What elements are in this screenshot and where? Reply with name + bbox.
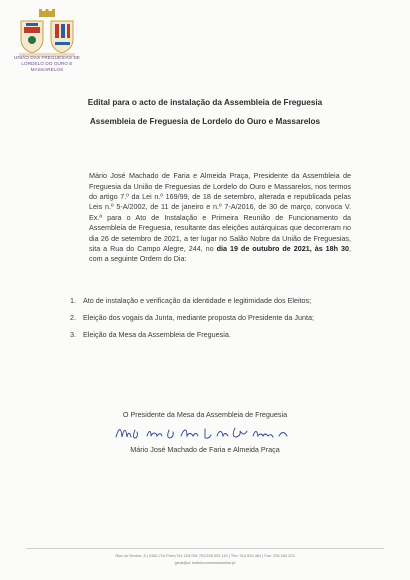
footer-email: geral@uf-lordeloouromassarelos.pt	[174, 560, 236, 565]
document-subtitle: Assembleia de Freguesia de Lordelo do Ouro e Massarelos	[89, 117, 321, 126]
agenda-item-text: Eleição da Mesa da Assembleia de Freguesia.	[83, 330, 231, 339]
footer-contacts: Rua do Senhor, 8 | 4150-710 Porto Tel: 226 091 702/226 091 110 | Tlm: 914 534 461 | Fax: 226 183 223	[115, 553, 295, 558]
agenda-list	[70, 296, 370, 347]
paragraph-text-end: , com a seguinte Ordem do Dia:	[89, 244, 352, 264]
organization-name-line-1: UNIÃO DAS FREGUESIAS DE	[13, 55, 81, 60]
agenda-item	[70, 330, 370, 347]
convocation-paragraph	[89, 171, 351, 265]
agenda-item-number: 2.	[70, 313, 76, 322]
coat-of-arms-logo	[15, 9, 79, 57]
agenda-item	[70, 296, 370, 313]
signatory-name: Mário José Machado de Faria e Almeida Praça	[130, 445, 280, 454]
agenda-item-text: Ato de instalação e verificação da identidade e legitimidade dos Eleitos;	[83, 296, 312, 305]
handwritten-signature	[113, 422, 293, 444]
document-title: Edital para o acto de instalação da Assembleia de Freguesia	[87, 98, 323, 107]
paragraph-text-start: Mário José Machado de Faria e Almeida Praça, Presidente da Assembleia de Freguesia da União de Freguesias de Lordelo do Ouro e Massarelos, nos termos do artigo 7.º da Lei n.º 169/99, de 18 de setembro, alterada e republicada pelas Leis n.º 5-A/2002, de 11 de janeiro e n.º 7-A/2016, de 30 de março, convoca V. Ex.ª para o Ato de Instalação e Primeira Reunião de Funcionamento da Assembleia de Freguesia, resultante das eleições autárquicas que decorreram no dia 26 de setembro de 2021, a ter lugar no Salão Nobre da União de Freguesias, sita a Rua do Campo Alegre, 244, no	[89, 171, 351, 254]
signatory-role: O Presidente da Mesa da Assembleia de Freguesia	[122, 410, 288, 419]
agenda-item-number: 3.	[70, 330, 76, 339]
footer-divider	[26, 548, 384, 549]
organization-name	[6, 55, 88, 73]
meeting-date: dia 19 de outubro de 2021, às 18h 30	[216, 244, 350, 254]
organization-name-line-2: LORDELO DO OURO E MASSARELOS	[21, 61, 73, 72]
agenda-item	[70, 313, 370, 330]
agenda-item-number: 1.	[70, 296, 76, 305]
agenda-item-text: Eleição dos vogais da Junta, mediante proposta do Presidente da Junta;	[83, 313, 314, 322]
